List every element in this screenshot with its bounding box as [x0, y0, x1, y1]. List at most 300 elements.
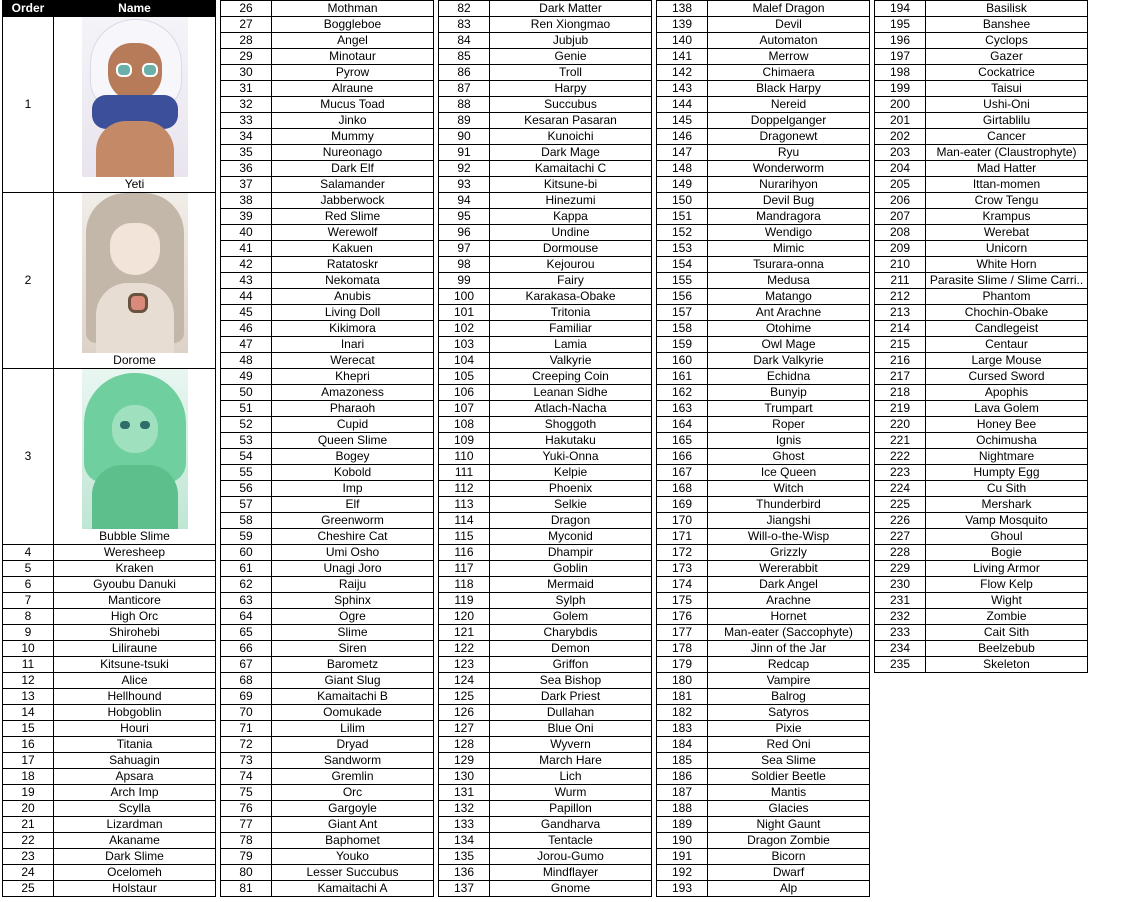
table-row: [657, 545, 870, 561]
name-cell: Sandworm: [272, 753, 434, 769]
table-row: [439, 321, 652, 337]
order-cell: 180: [657, 673, 708, 689]
featured-row: [3, 369, 216, 545]
table-row: [657, 465, 870, 481]
table-row: [657, 65, 870, 81]
order-cell: 56: [221, 481, 272, 497]
table-row: [221, 225, 434, 241]
order-cell: 171: [657, 529, 708, 545]
order-cell: 154: [657, 257, 708, 273]
table-row: [875, 273, 1088, 289]
order-cell: 38: [221, 193, 272, 209]
table-row: [657, 721, 870, 737]
name-cell: Dark Priest: [490, 689, 652, 705]
table-row: [3, 753, 216, 769]
name-cell: Dragon Zombie: [708, 833, 870, 849]
name-cell: Tsurara-onna: [708, 257, 870, 273]
table-row: [439, 369, 652, 385]
name-cell: Flow Kelp: [926, 577, 1088, 593]
name-cell: Holstaur: [54, 881, 216, 897]
order-cell: 162: [657, 385, 708, 401]
table-row: [221, 801, 434, 817]
table-row: [657, 257, 870, 273]
name-cell: Jiangshi: [708, 513, 870, 529]
name-cell: Soldier Beetle: [708, 769, 870, 785]
order-cell: 107: [439, 401, 490, 417]
name-cell: Ushi-Oni: [926, 97, 1088, 113]
name-cell: Kitsune-tsuki: [54, 657, 216, 673]
table-row: [439, 625, 652, 641]
order-cell: 18: [3, 769, 54, 785]
order-cell: 91: [439, 145, 490, 161]
name-cell: Queen Slime: [272, 433, 434, 449]
table-row: [875, 449, 1088, 465]
order-cell: 68: [221, 673, 272, 689]
name-cell: Nekomata: [272, 273, 434, 289]
name-cell: Trumpart: [708, 401, 870, 417]
name-cell: Phoenix: [490, 481, 652, 497]
order-cell: 134: [439, 833, 490, 849]
order-cell: 102: [439, 321, 490, 337]
order-cell: 32: [221, 97, 272, 113]
name-cell: Umi Osho: [272, 545, 434, 561]
table-row: [221, 129, 434, 145]
order-cell: 4: [3, 545, 54, 561]
name-cell: Pixie: [708, 721, 870, 737]
order-cell: 200: [875, 97, 926, 113]
table-row: [657, 593, 870, 609]
name-cell: Dark Elf: [272, 161, 434, 177]
table-row: [3, 737, 216, 753]
table-row: [657, 737, 870, 753]
table-row: [221, 177, 434, 193]
order-cell: 112: [439, 481, 490, 497]
name-cell: Ignis: [708, 433, 870, 449]
order-cell: 103: [439, 337, 490, 353]
order-cell: 129: [439, 753, 490, 769]
order-cell: 193: [657, 881, 708, 897]
table-row: [221, 737, 434, 753]
table-row: [875, 81, 1088, 97]
order-cell: 158: [657, 321, 708, 337]
order-cell: 55: [221, 465, 272, 481]
name-cell: Beelzebub: [926, 641, 1088, 657]
table-row: [657, 193, 870, 209]
name-cell: Satyros: [708, 705, 870, 721]
name-cell: Cait Sith: [926, 625, 1088, 641]
name-cell: Mindflayer: [490, 865, 652, 881]
table-row: [657, 1, 870, 17]
order-cell: 231: [875, 593, 926, 609]
table-row: [657, 449, 870, 465]
name-cell: Kamaitachi B: [272, 689, 434, 705]
order-cell: 71: [221, 721, 272, 737]
ranking-table-3: [438, 0, 652, 897]
table-row: [439, 801, 652, 817]
order-cell: 234: [875, 641, 926, 657]
order-cell: 105: [439, 369, 490, 385]
name-cell: Taisui: [926, 81, 1088, 97]
order-cell: 160: [657, 353, 708, 369]
table-row: [221, 81, 434, 97]
header-row: [3, 1, 216, 17]
order-cell: 77: [221, 817, 272, 833]
table-row: [657, 273, 870, 289]
dorome-portrait: [82, 193, 188, 353]
order-cell: 94: [439, 193, 490, 209]
order-cell: 167: [657, 465, 708, 481]
name-cell: Dark Mage: [490, 145, 652, 161]
table-row: [221, 625, 434, 641]
table-row: [439, 401, 652, 417]
table-row: [439, 657, 652, 673]
table-row: [657, 225, 870, 241]
table-row: [657, 129, 870, 145]
name-cell: Elf: [272, 497, 434, 513]
order-cell: 141: [657, 49, 708, 65]
name-cell: Mantis: [708, 785, 870, 801]
name-cell: Youko: [272, 849, 434, 865]
table-row: [875, 289, 1088, 305]
name-cell: Genie: [490, 49, 652, 65]
order-cell: 187: [657, 785, 708, 801]
order-cell: 92: [439, 161, 490, 177]
table-row: [657, 753, 870, 769]
name-cell: Man-eater (Saccophyte): [708, 625, 870, 641]
order-cell: 117: [439, 561, 490, 577]
table-row: [657, 97, 870, 113]
table-row: [439, 577, 652, 593]
table-row: [875, 401, 1088, 417]
name-cell: Hobgoblin: [54, 705, 216, 721]
order-cell: 64: [221, 609, 272, 625]
order-cell: 123: [439, 657, 490, 673]
table-row: [657, 81, 870, 97]
table-row: [221, 769, 434, 785]
order-cell: 221: [875, 433, 926, 449]
name-cell: Gnome: [490, 881, 652, 897]
order-cell: 81: [221, 881, 272, 897]
table-row: [657, 625, 870, 641]
table-row: [439, 337, 652, 353]
table-row: [657, 865, 870, 881]
featured-name: Yeti: [124, 177, 145, 191]
order-cell: 16: [3, 737, 54, 753]
order-cell: 49: [221, 369, 272, 385]
name-cell: Werecat: [272, 353, 434, 369]
order-cell: 41: [221, 241, 272, 257]
table-row: [657, 673, 870, 689]
featured-name-cell: [54, 369, 216, 545]
name-cell: Wonderworm: [708, 161, 870, 177]
name-cell: Cyclops: [926, 33, 1088, 49]
order-cell: 183: [657, 721, 708, 737]
name-cell: Mucus Toad: [272, 97, 434, 113]
table-row: [221, 817, 434, 833]
order-cell: 184: [657, 737, 708, 753]
order-cell: 168: [657, 481, 708, 497]
name-cell: Lilim: [272, 721, 434, 737]
name-cell: Greenworm: [272, 513, 434, 529]
table-row: [221, 849, 434, 865]
table-row: [439, 673, 652, 689]
name-cell: Goblin: [490, 561, 652, 577]
name-cell: Honey Bee: [926, 417, 1088, 433]
table-row: [439, 97, 652, 113]
table-row: [875, 497, 1088, 513]
name-cell: Bunyip: [708, 385, 870, 401]
table-row: [3, 657, 216, 673]
table-row: [657, 337, 870, 353]
order-cell: 165: [657, 433, 708, 449]
yeti-portrait: [82, 17, 188, 177]
order-cell: 57: [221, 497, 272, 513]
order-cell: 229: [875, 561, 926, 577]
table-row: [221, 417, 434, 433]
order-cell: 99: [439, 273, 490, 289]
order-cell: 227: [875, 529, 926, 545]
order-cell: 226: [875, 513, 926, 529]
order-cell: 42: [221, 257, 272, 273]
order-cell: 59: [221, 529, 272, 545]
order-cell: 10: [3, 641, 54, 657]
table-row: [875, 513, 1088, 529]
order-cell: 163: [657, 401, 708, 417]
order-cell: 54: [221, 449, 272, 465]
order-cell: 176: [657, 609, 708, 625]
featured-row: [3, 193, 216, 369]
name-cell: Alice: [54, 673, 216, 689]
table-row: [657, 577, 870, 593]
order-cell: 233: [875, 625, 926, 641]
name-cell: Orc: [272, 785, 434, 801]
name-cell: Troll: [490, 65, 652, 81]
name-cell: Mothman: [272, 1, 434, 17]
order-cell: 169: [657, 497, 708, 513]
ranking-table-5: [874, 0, 1088, 673]
table-row: [439, 1, 652, 17]
name-cell: Devil Bug: [708, 193, 870, 209]
order-cell: 19: [3, 785, 54, 801]
table-row: [875, 305, 1088, 321]
order-cell: 31: [221, 81, 272, 97]
name-cell: Cursed Sword: [926, 369, 1088, 385]
name-cell: Thunderbird: [708, 497, 870, 513]
name-cell: Matango: [708, 289, 870, 305]
name-cell: Kunoichi: [490, 129, 652, 145]
order-cell: 164: [657, 417, 708, 433]
table-row: [439, 833, 652, 849]
name-cell: Will-o-the-Wisp: [708, 529, 870, 545]
order-cell: 181: [657, 689, 708, 705]
name-cell: Lizardman: [54, 817, 216, 833]
order-cell: 121: [439, 625, 490, 641]
table-row: [657, 241, 870, 257]
order-cell: 196: [875, 33, 926, 49]
featured-row: [3, 17, 216, 193]
order-cell: 60: [221, 545, 272, 561]
order-cell: 137: [439, 881, 490, 897]
table-row: [657, 145, 870, 161]
name-cell: Hakutaku: [490, 433, 652, 449]
name-cell: Medusa: [708, 273, 870, 289]
name-cell: Alp: [708, 881, 870, 897]
order-cell: 111: [439, 465, 490, 481]
table-row: [875, 65, 1088, 81]
name-cell: Amazoness: [272, 385, 434, 401]
table-row: [221, 273, 434, 289]
table-row: [875, 193, 1088, 209]
name-cell: Large Mouse: [926, 353, 1088, 369]
table-row: [439, 33, 652, 49]
order-cell: 182: [657, 705, 708, 721]
name-cell: Imp: [272, 481, 434, 497]
order-cell: 87: [439, 81, 490, 97]
order-cell: 7: [3, 593, 54, 609]
featured-name-cell: [54, 193, 216, 369]
order-cell: 74: [221, 769, 272, 785]
order-cell: 144: [657, 97, 708, 113]
name-cell: Hinezumi: [490, 193, 652, 209]
table-row: [439, 257, 652, 273]
table-row: [221, 321, 434, 337]
table-row: [439, 17, 652, 33]
name-cell: Atlach-Nacha: [490, 401, 652, 417]
order-cell: 15: [3, 721, 54, 737]
table-row: [657, 289, 870, 305]
order-cell: 89: [439, 113, 490, 129]
name-cell: Cockatrice: [926, 65, 1088, 81]
table-row: [221, 721, 434, 737]
table-row: [221, 65, 434, 81]
table-row: [875, 641, 1088, 657]
table-row: [439, 721, 652, 737]
table-row: [657, 353, 870, 369]
order-cell: 156: [657, 289, 708, 305]
name-cell: Akaname: [54, 833, 216, 849]
order-cell: 67: [221, 657, 272, 673]
order-cell: 127: [439, 721, 490, 737]
table-row: [3, 721, 216, 737]
name-cell: Kesaran Pasaran: [490, 113, 652, 129]
order-cell: 23: [3, 849, 54, 865]
name-cell: Werebat: [926, 225, 1088, 241]
order-cell: 3: [3, 369, 54, 545]
name-cell: Wurm: [490, 785, 652, 801]
name-cell: Ghoul: [926, 529, 1088, 545]
order-cell: 12: [3, 673, 54, 689]
order-cell: 208: [875, 225, 926, 241]
name-cell: Dullahan: [490, 705, 652, 721]
table-row: [875, 561, 1088, 577]
order-cell: 225: [875, 497, 926, 513]
table-row: [3, 641, 216, 657]
table-row: [221, 1, 434, 17]
name-cell: Parasite Slime / Slime Carri..: [926, 273, 1088, 289]
name-cell: Ryu: [708, 145, 870, 161]
name-cell: Chimaera: [708, 65, 870, 81]
table-row: [439, 769, 652, 785]
table-row: [875, 321, 1088, 337]
name-cell: Centaur: [926, 337, 1088, 353]
name-cell: Mermaid: [490, 577, 652, 593]
name-cell: Kraken: [54, 561, 216, 577]
table-row: [657, 849, 870, 865]
order-cell: 219: [875, 401, 926, 417]
table-row: [875, 129, 1088, 145]
order-cell: 51: [221, 401, 272, 417]
table-row: [657, 401, 870, 417]
order-cell: 116: [439, 545, 490, 561]
table-row: [875, 209, 1088, 225]
name-cell: Skeleton: [926, 657, 1088, 673]
order-cell: 191: [657, 849, 708, 865]
table-row: [657, 785, 870, 801]
table-row: [657, 113, 870, 129]
name-cell: Creeping Coin: [490, 369, 652, 385]
name-cell: Inari: [272, 337, 434, 353]
order-cell: 203: [875, 145, 926, 161]
table-row: [875, 241, 1088, 257]
order-cell: 124: [439, 673, 490, 689]
name-cell: Weresheep: [54, 545, 216, 561]
order-cell: 135: [439, 849, 490, 865]
order-cell: 28: [221, 33, 272, 49]
table-row: [439, 49, 652, 65]
order-cell: 178: [657, 641, 708, 657]
table-row: [439, 81, 652, 97]
order-cell: 17: [3, 753, 54, 769]
table-row: [221, 785, 434, 801]
order-cell: 130: [439, 769, 490, 785]
order-cell: 62: [221, 577, 272, 593]
ranking-table-2: [220, 0, 434, 897]
order-cell: 211: [875, 273, 926, 289]
name-cell: Kitsune-bi: [490, 177, 652, 193]
order-cell: 172: [657, 545, 708, 561]
ranking-table-4: [656, 0, 870, 897]
order-cell: 6: [3, 577, 54, 593]
name-cell: Dryad: [272, 737, 434, 753]
order-cell: 131: [439, 785, 490, 801]
name-cell: Dark Slime: [54, 849, 216, 865]
name-cell: Pharaoh: [272, 401, 434, 417]
name-cell: Oomukade: [272, 705, 434, 721]
name-cell: Cu Sith: [926, 481, 1088, 497]
name-cell: Harpy: [490, 81, 652, 97]
name-cell: Chochin-Obake: [926, 305, 1088, 321]
order-cell: 83: [439, 17, 490, 33]
order-cell: 133: [439, 817, 490, 833]
table-row: [657, 513, 870, 529]
table-row: [875, 465, 1088, 481]
order-cell: 113: [439, 497, 490, 513]
table-row: [439, 145, 652, 161]
name-cell: Ittan-momen: [926, 177, 1088, 193]
order-cell: 48: [221, 353, 272, 369]
order-cell: 195: [875, 17, 926, 33]
table-row: [875, 433, 1088, 449]
table-row: [221, 97, 434, 113]
table-row: [875, 625, 1088, 641]
order-cell: 205: [875, 177, 926, 193]
table-row: [439, 449, 652, 465]
name-cell: Humpty Egg: [926, 465, 1088, 481]
order-cell: 88: [439, 97, 490, 113]
table-row: [221, 529, 434, 545]
name-cell: Ice Queen: [708, 465, 870, 481]
table-row: [221, 433, 434, 449]
